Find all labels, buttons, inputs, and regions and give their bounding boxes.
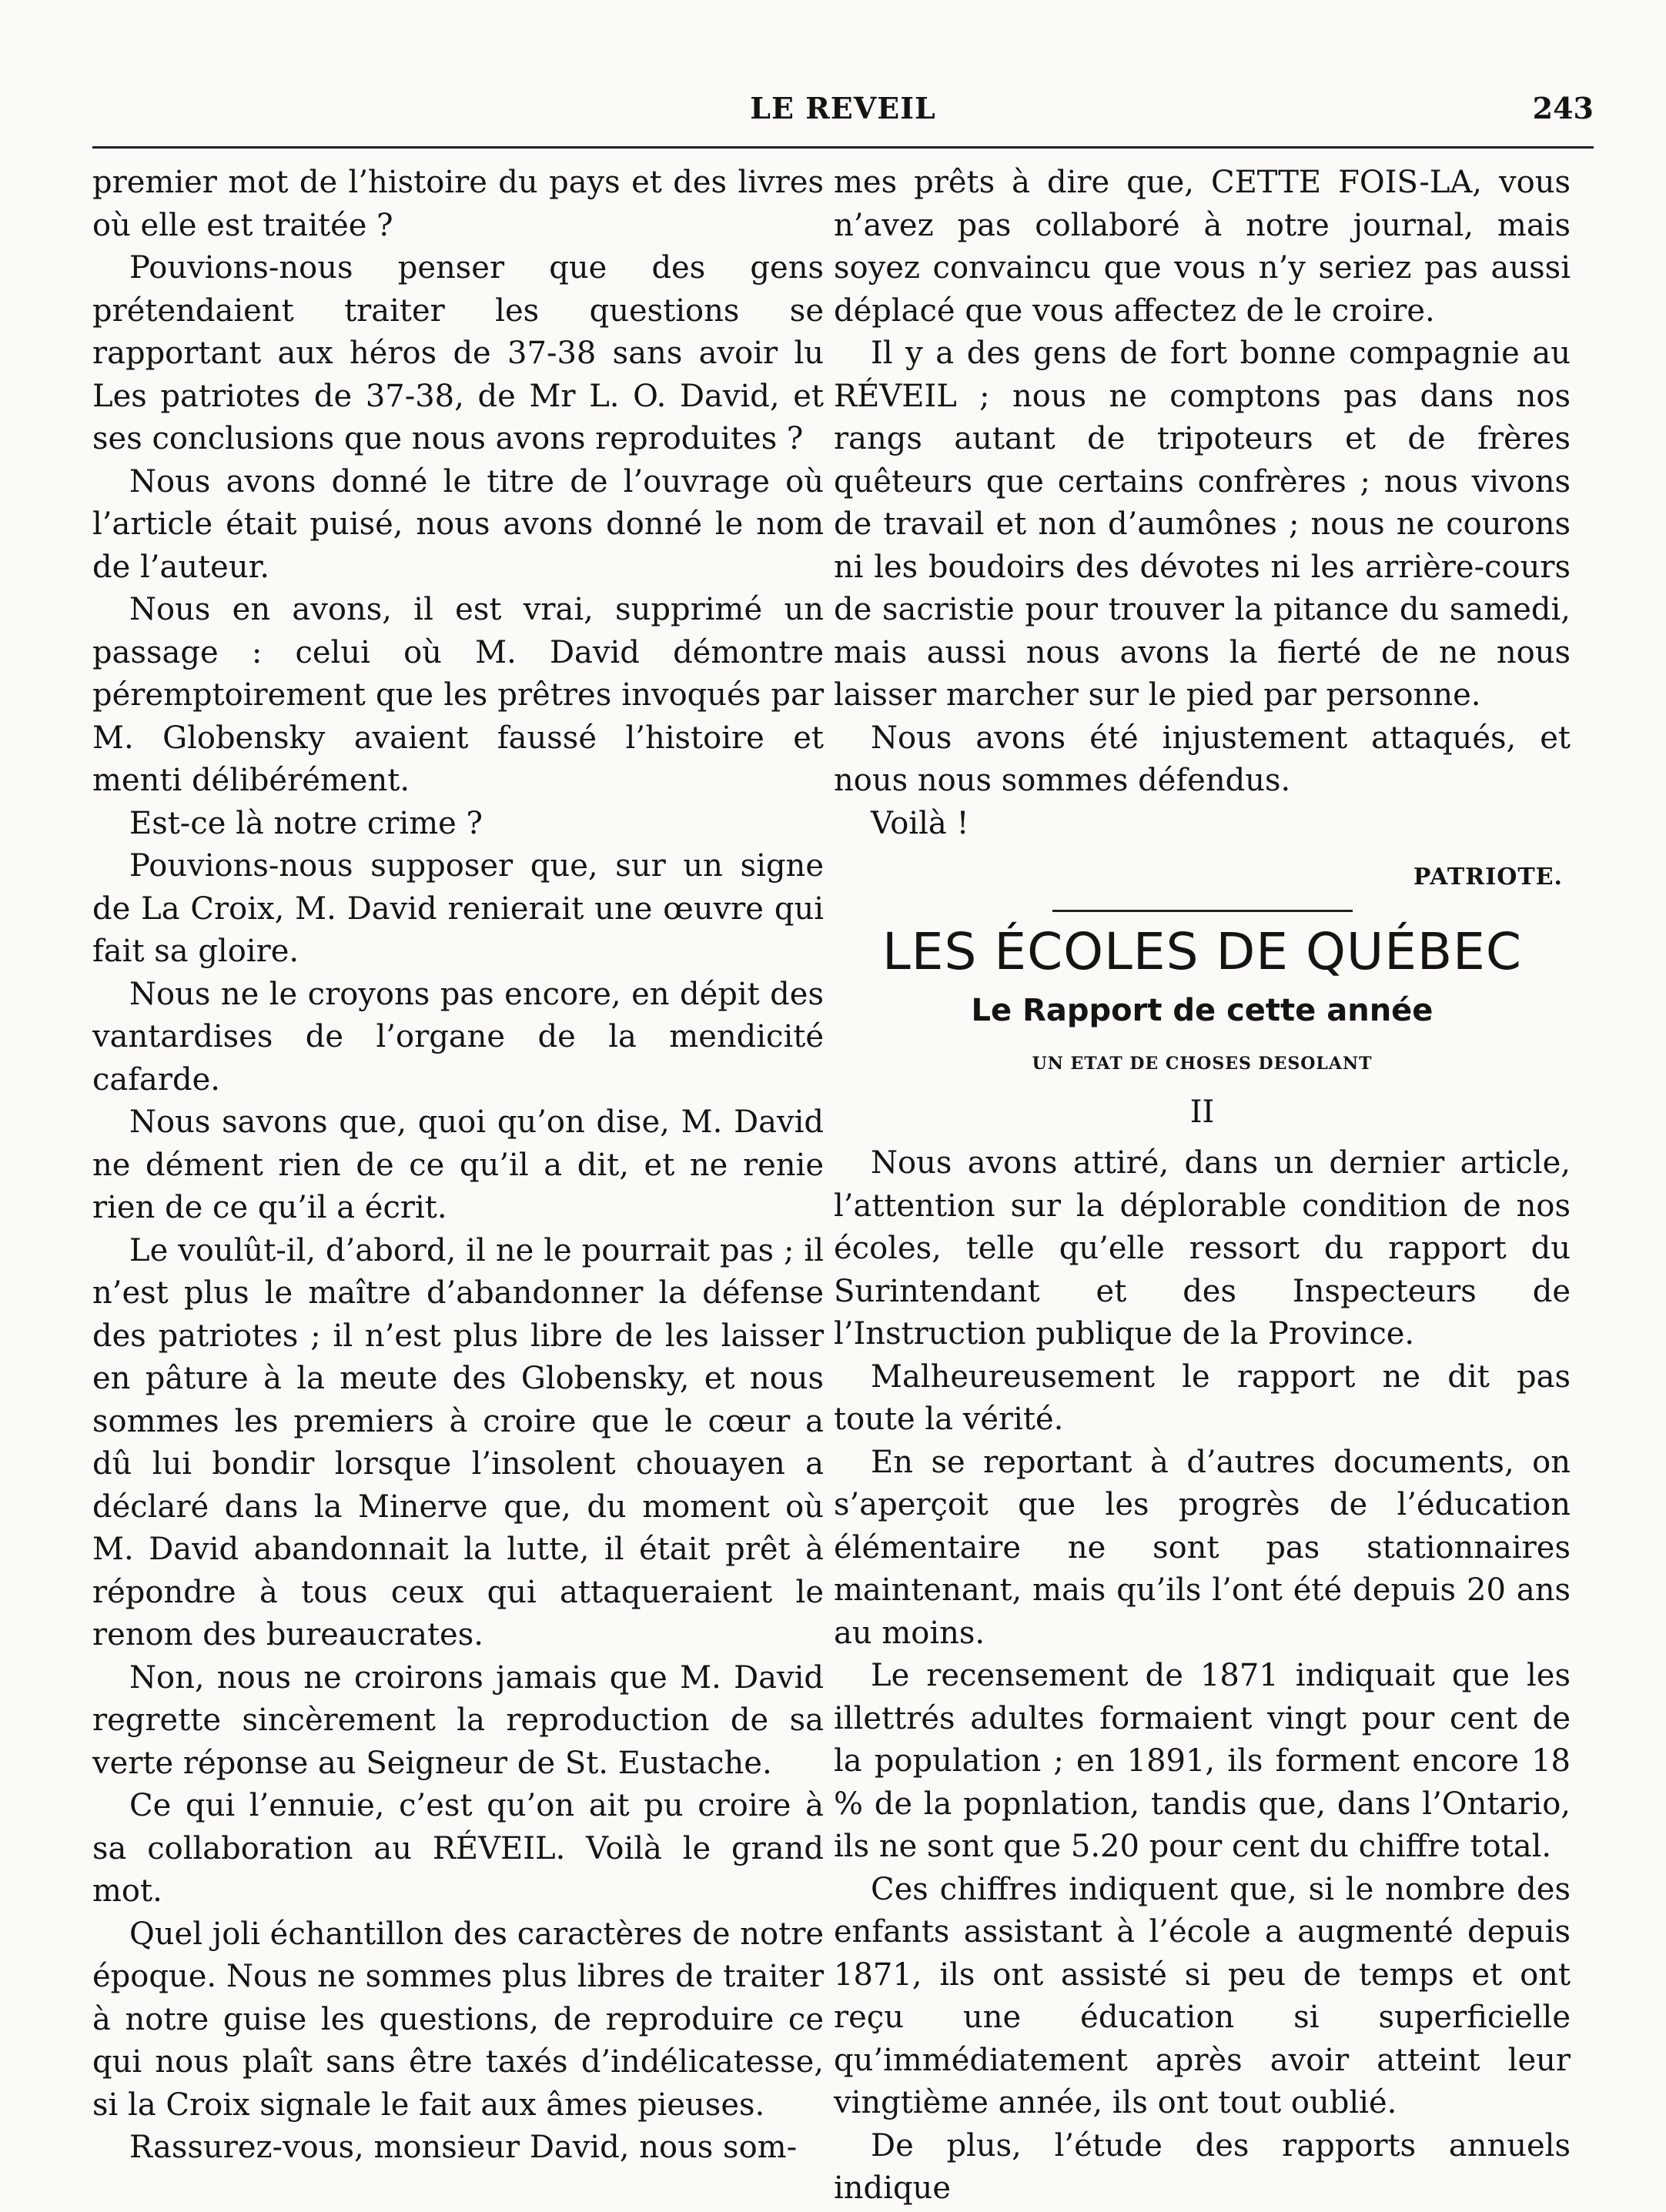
paragraph: Est-ce là notre crime ? bbox=[129, 805, 483, 841]
paragraph: Nous ne le croyons pas encore, en dépit des vantardises de l’organe de la mendicité cafarde. bbox=[92, 976, 824, 1098]
paragraph: Il y a des gens de fort bonne compagnie au RÉVEIL ; nous ne comptons pas dans nos rangs autant de tripoteurs et de frères quêteurs que certains confrères ; nous vivons de travail et non d’aumônes ; nous ne courons ni les boudoirs des dévotes ni les arrière-cours de sacristie pour trouver la pitance du samedi, mais aussi nous avons la fierté de ne nous laisser marcher sur le pied par personne. bbox=[834, 336, 1571, 713]
paragraph: Le recensement de 1871 indiquait que les illettrés adultes formaient vingt pour cent de la population ; en 1891, ils forment encore 18 % de la popnlation, tandis que, dans l’Ontario, ils ne sont que 5.20 pour cent du chiffre total. bbox=[834, 1658, 1571, 1864]
paragraph: Nous avons attiré, dans un dernier article, l’attention sur la déplorable condition de nos écoles, telle qu’elle ressort du rapport du Surintendant et des Inspecteurs de l’Instruction publique de la Province. bbox=[834, 1145, 1571, 1352]
paragraph: Nous en avons, il est vrai, supprimé un passage : celui où M. David démontre péremptoirement que les prêtres invoqués par M. Globensky avaient faussé l’histoire et menti délibérément. bbox=[92, 592, 824, 798]
paragraph: Pouvions-nous supposer que, sur un signe de La Croix, M. David renierait une œuvre qui fait sa gloire. bbox=[92, 848, 824, 969]
paragraph: Quel joli échantillon des caractères de notre époque. Nous ne sommes plus libres de traiter à notre guise les questions, de reproduire ce qui nous plaît sans être taxés d’indélicatesse, si la Croix signale le fait aux âmes pieuses. bbox=[92, 1916, 824, 2123]
article-headline: LES ÉCOLES DE QUÉBEC bbox=[882, 921, 1522, 981]
signature: PATRIOTE. bbox=[1413, 864, 1563, 890]
paragraph: Malheureusement le rapport ne dit pas toute la vérité. bbox=[834, 1358, 1571, 1437]
paragraph: Ces chiffres indiquent que, si le nombre des enfants assistant à l’école a augmenté depuis 1871, ils ont assisté si peu de temps et ont reçu une éducation si superficielle qu’immédiatement après avoir atteint leur vingtième année, ils ont tout oublié. bbox=[834, 1871, 1571, 2120]
paragraph: Nous avons donné le titre de l’ouvrage où l’article était puisé, nous avons donné le nom de l’auteur. bbox=[92, 463, 824, 585]
paragraph: Nous avons été injustement attaqués, et nous nous sommes défendus. bbox=[834, 720, 1571, 798]
paragraph: Voilà ! bbox=[871, 805, 969, 841]
right-column bbox=[834, 162, 1571, 2210]
article-subhead: Le Rapport de cette année bbox=[971, 992, 1433, 1028]
separator-rule bbox=[1052, 910, 1353, 912]
left-column bbox=[92, 162, 824, 2170]
running-title: LE REVEIL bbox=[750, 91, 936, 125]
paragraph: premier mot de l’histoire du pays et des livres où elle est traitée ? bbox=[92, 165, 824, 243]
paragraph: Pouvions-nous penser que des gens prétendaient traiter les questions se rapportant aux héros de 37-38 sans avoir lu Les patriotes de 37-38, de Mr L. O. David, et ses conclusions que nous avons reproduites ? bbox=[92, 250, 824, 456]
paragraph: En se reportant à d’autres documents, on s’aperçoit que les progrès de l’éducation élémentaire ne sont pas stationnaires maintenant, mais qu’ils l’ont été depuis 20 ans au moins. bbox=[834, 1444, 1571, 1651]
paragraph: Non, nous ne croirons jamais que M. David regrette sincèrement la reproduction de sa verte réponse au Seigneur de St. Eustache. bbox=[92, 1659, 824, 1781]
paragraph: Nous savons que, quoi qu’on dise, M. David ne dément rien de ce qu’il a dit, et ne renie rien de ce qu’il a écrit. bbox=[92, 1104, 824, 1225]
paragraph: Rassurez-vous, monsieur David, nous som- bbox=[129, 2130, 798, 2165]
paragraph: mes prêts à dire que, CETTE FOIS-LA, vous n’avez pas collaboré à notre journal, mais soyez convaincu que vous n’y seriez pas aussi déplacé que vous affectez de le croire. bbox=[834, 165, 1571, 329]
header-rule bbox=[92, 146, 1594, 149]
paragraph: De plus, l’étude des rapports annuels indique bbox=[834, 2127, 1571, 2206]
page-number: 243 bbox=[1532, 91, 1594, 125]
page-header bbox=[92, 91, 1594, 137]
article-kicker: UN ETAT DE CHOSES DESOLANT bbox=[1032, 1053, 1373, 1074]
section-number: II bbox=[1189, 1094, 1215, 1130]
paragraph: Ce qui l’ennuie, c’est qu’on ait pu croire à sa collaboration au RÉVEIL. Voilà le grand mot. bbox=[92, 1788, 824, 1909]
paragraph: Le voulût-il, d’abord, il ne le pourrait pas ; il n’est plus le maître d’abandonner la défense des patriotes ; il n’est plus libre de les laisser en pâture à la meute des Globensky, et nous sommes les premiers à croire que le cœur a dû lui bondir lorsque l’insolent chouayen a déclaré dans la Minerve que, du moment où M. David abandonnait la lutte, il était prêt à répondre à tous ceux qui attaqueraient le renom des bureaucrates. bbox=[92, 1232, 824, 1652]
